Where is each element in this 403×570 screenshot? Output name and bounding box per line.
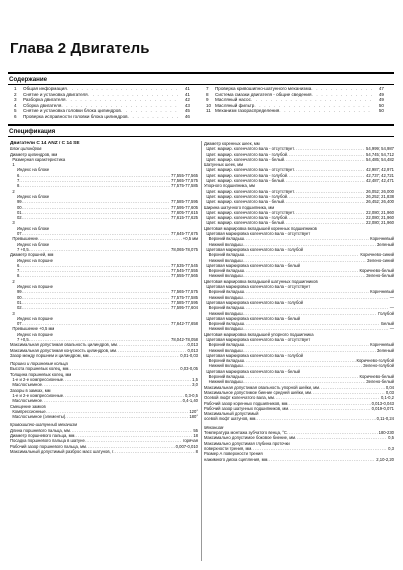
spec-label: Маслосъемное (элементы) xyxy=(10,414,66,420)
spec-value: 77,642-77,658 xyxy=(170,321,198,327)
spec-value: 22,080; 21,960 xyxy=(366,215,394,221)
toc-entry-page: 50 xyxy=(378,102,384,108)
spec-value: 54,999; 54,987 xyxy=(366,146,394,152)
spec-label: 7 xyxy=(10,178,20,184)
spec-label: Индекс на поршне xyxy=(10,284,53,290)
toc-entry-page: 47 xyxy=(378,86,384,91)
spec-value: — xyxy=(389,294,394,300)
spec-value: 42,987; 42,971 xyxy=(366,167,394,173)
spec-value: Зеленый xyxy=(376,241,394,247)
spec-label: 07 xyxy=(10,231,22,237)
spec-label: Максимальное допустимое биение средней шейки, мм xyxy=(204,389,312,395)
spec-value: Зелено-синий xyxy=(367,257,394,263)
spec-value: 42,737; 42,721 xyxy=(366,172,394,178)
spec-label: Кривошипно-шатунный механизм xyxy=(10,422,77,428)
spec-label: Цвет. маркир. коленчатого вала - голубой xyxy=(204,172,288,178)
spec-label: Цветовая маркировка коленчатого вала - белый xyxy=(204,315,301,321)
toc-entry xyxy=(14,114,190,120)
specs-left-column xyxy=(10,141,198,454)
spec-value: 120° xyxy=(189,408,198,414)
spec-label: Цвет. маркир. коленчатого вала - белый xyxy=(204,199,285,205)
toc-entry-number: 3 xyxy=(14,97,17,102)
spec-label: Цвет. маркир. коленчатого вала - отсутствует xyxy=(204,188,295,194)
spec-label: Смещение замков xyxy=(10,403,46,409)
specs-header: Спецификация xyxy=(9,128,56,135)
toc-leader-dots xyxy=(128,114,178,120)
spec-value: 77,545-77,555 xyxy=(170,268,198,274)
spec-value: 78,042-78,058 xyxy=(170,336,198,342)
spec-label: 2 xyxy=(10,278,15,284)
spec-label: 01 xyxy=(10,209,22,215)
spec-value: Коричнево-голубой xyxy=(356,358,394,364)
spec-label: Нижний вкладыш xyxy=(204,273,243,279)
spec-label: Осевой люфт коленчатого вала, мм xyxy=(204,395,274,401)
spec-value: 0,1-0,2 xyxy=(380,395,394,401)
spec-label: нажимного диска сцепления, мм xyxy=(204,456,268,462)
spec-label: Максимальная допустимая конусность цилиндров, мм xyxy=(10,347,117,353)
spec-value: 8 xyxy=(195,448,198,454)
spec-label: 01 xyxy=(10,299,22,305)
column-divider xyxy=(201,141,202,561)
spec-label: Температура монтажа зубчатого венца, °С xyxy=(204,430,287,436)
spec-label: 02 xyxy=(10,215,22,221)
spec-label: Компрессионные xyxy=(10,408,46,414)
spec-value: 0,019-0,071 xyxy=(371,405,394,411)
toc-entry-title: Система смазки двигателя - общие сведения xyxy=(215,91,312,97)
spec-label: поверхности трения, мм xyxy=(204,445,252,451)
spec-value: Зеленый xyxy=(376,347,394,353)
spec-value: 77,615-77,625 xyxy=(170,215,198,221)
spec-label: 7 +0,5 xyxy=(10,246,29,252)
spec-value: Коричнево-синий xyxy=(360,252,394,258)
spec-value: 77,565-77,575 xyxy=(170,289,198,295)
spec-value: — xyxy=(389,326,394,332)
spec-label: Верхний вкладыш xyxy=(204,289,244,295)
spec-label: Двигатели С 14 ANZ / С 14 SE xyxy=(10,141,80,146)
spec-line xyxy=(10,353,198,358)
spec-value: 42,487; 42,471 xyxy=(366,178,394,184)
spec-label: осевой люфт шатунов, мм xyxy=(204,416,256,422)
spec-value: 0,03-0,05 xyxy=(180,366,198,372)
spec-value: 77,535-77,545 xyxy=(170,262,198,268)
spec-label: Индекс на блоке xyxy=(10,193,50,199)
spec-label: Нижний вкладыш xyxy=(204,257,243,263)
spec-label: Нижний вкладыш xyxy=(204,241,243,247)
spec-label: Шатунных шеек, мм xyxy=(204,162,243,168)
toc-entry-page: 43 xyxy=(184,102,190,108)
spec-label: Толщина поршневых колец, мм xyxy=(10,371,72,377)
spec-label: Диаметр коренных шеек, мм xyxy=(204,141,260,146)
spec-line xyxy=(204,416,394,421)
toc-entry-title: Снятие и установка двигателя xyxy=(23,91,88,97)
spec-label: 99 xyxy=(10,199,22,205)
spec-value: 55 xyxy=(193,427,198,433)
spec-value: Зелено-голубой xyxy=(363,363,394,369)
spec-value: 0,013 xyxy=(187,342,198,348)
spec-label: 8 xyxy=(10,273,20,279)
spec-label: Цвет. маркир. коленчатого вала - отсутствует xyxy=(204,209,295,215)
spec-label: Нижний вкладыш xyxy=(204,379,243,385)
spec-label: Максимально допустимая глубина проточки xyxy=(204,440,290,446)
spec-label: Упорного подшипника, мм xyxy=(204,183,255,189)
spec-label: Цвет. маркир. коленчатого вала - белый xyxy=(204,220,285,226)
toc-entry-number: 11 xyxy=(206,108,211,113)
spec-value: 54,745; 54,712 xyxy=(366,151,394,157)
spec-label: Высота поршневых колец, мм xyxy=(10,366,69,372)
spec-label: Максимально допустимое боковое биение, мм xyxy=(204,435,296,441)
spec-label: 07 xyxy=(10,321,22,327)
spec-label: Механизм xyxy=(204,424,224,430)
toc-entry-page: 41 xyxy=(184,86,190,91)
spec-value: Коричнево-белый xyxy=(359,268,394,274)
toc-entry xyxy=(206,108,384,114)
spec-label: Нижний вкладыш xyxy=(204,326,243,332)
spec-value: 0,4-1,40 xyxy=(182,398,198,404)
spec-value: 22,080; 21,960 xyxy=(366,209,394,215)
toc-right xyxy=(206,86,384,114)
spec-value: 77,575-77,585 xyxy=(170,294,198,300)
spec-label: Цвет. маркир. коленчатого вала - голубой xyxy=(204,193,288,199)
toc-entry-page: 45 xyxy=(184,108,190,113)
spec-value: 0,007-0,010 xyxy=(175,443,198,449)
toc-entry-number: 6 xyxy=(14,113,17,119)
spec-label: 3 xyxy=(10,220,15,226)
spec-label: Нижний вкладыш xyxy=(204,347,243,353)
contents-header: Содержание xyxy=(9,76,48,83)
spec-label: Цветовая маркировка коленчатого вала - голубой xyxy=(204,299,304,305)
spec-label: 6 xyxy=(10,172,20,178)
spec-value: 18 xyxy=(193,433,198,439)
spec-label: Диаметр поршневого пальца, мм xyxy=(10,433,75,439)
toc-entry-title: Масляный насос xyxy=(215,97,251,102)
contents-header-rule xyxy=(8,84,394,85)
spec-value: 0,3-0,5 xyxy=(184,392,198,398)
spec-label: Превышение xyxy=(10,236,38,242)
spec-label: Верхний вкладыш xyxy=(204,358,244,364)
spec-label: Поршни и поршневые кольца xyxy=(10,361,68,367)
spec-label: Индекс на блоке xyxy=(10,241,50,247)
spec-label: 3 xyxy=(10,310,15,316)
toc-entry-title: Разборка двигателя xyxy=(23,97,66,102)
specs-header-rule xyxy=(8,136,394,137)
toc-entry-title: Механизм газораспределения xyxy=(215,108,280,113)
spec-label: 1-е и 2-е компрессионные xyxy=(10,392,64,398)
spec-label: Блок цилиндров xyxy=(10,146,42,152)
spec-label: Размер А поверхности трения xyxy=(204,451,263,457)
toc-entry-page: 42 xyxy=(184,97,190,102)
toc-leader-dots xyxy=(279,108,372,114)
spec-label: Нижний вкладыш xyxy=(204,363,243,369)
toc-left xyxy=(14,86,190,119)
spec-label: Цвет. маркир. коленчатого вала - белый xyxy=(204,156,285,162)
spec-label: Цвет. маркир. коленчатого вала - отсутствует xyxy=(204,167,295,173)
spec-value: 2,10-2,20 xyxy=(376,456,394,462)
spec-value: 77,595-77,605 xyxy=(170,204,198,210)
spec-label: Цветовая маркировка коленчатого вала - отсутствует xyxy=(204,231,311,237)
spec-value: 77,595-77,604 xyxy=(170,305,198,311)
spec-label: Цветовая маркировка коленчатого вала - белый xyxy=(204,368,301,374)
toc-entry-title: Сборка двигателя xyxy=(23,102,62,108)
spec-value: Коричнево-белый xyxy=(359,374,394,380)
spec-label: 1 xyxy=(10,162,15,168)
spec-value: 0,03 xyxy=(385,389,394,395)
spec-label: Цвет. маркир. коленчатого вала - отсутствует xyxy=(204,146,295,152)
toc-entry-title: Общая информация xyxy=(23,86,67,91)
spec-label: 00 xyxy=(10,204,22,210)
spec-label: Маслосъемное xyxy=(10,398,42,404)
spec-value: 77,555-77,565 xyxy=(170,273,198,279)
spec-value: 0,11-0,24 xyxy=(376,416,394,422)
spec-value: 0,013-0,043 xyxy=(371,400,394,406)
toc-entry-page: 49 xyxy=(378,91,384,97)
spec-label: 1-е и 2-е компрессионные xyxy=(10,377,64,383)
spec-value: 0,3 xyxy=(388,445,394,451)
spec-value: — xyxy=(389,305,394,311)
toc-entry-number: 8 xyxy=(206,91,209,97)
leader-dots xyxy=(267,457,375,462)
spec-label: Рабочий зазор шатунных подшипников, мм xyxy=(204,405,289,411)
spec-value: 1,5 xyxy=(192,377,198,383)
spec-label: 7 xyxy=(10,268,20,274)
toc-entry-page: 49 xyxy=(378,97,384,102)
spec-label: Нижний вкладыш xyxy=(204,310,243,316)
spec-label: Превышение +0,5 мм xyxy=(10,326,55,332)
toc-entry-number: 4 xyxy=(14,102,17,108)
spec-label: Индекс на блоке xyxy=(10,167,50,173)
spec-value: Коричневый xyxy=(370,236,394,242)
spec-label: Цвет. маркир. коленчатого вала - белый xyxy=(204,178,285,184)
leader-dots xyxy=(89,353,180,358)
contents-top-rule xyxy=(8,72,394,74)
spec-label: Цветовая маркировка коленчатого вала - голубой xyxy=(204,246,304,252)
spec-label: Зазоры в замках, мм xyxy=(10,387,51,393)
spec-label: Верхний вкладыш xyxy=(204,374,244,380)
spec-label: Максимальный допустимый разброс масс шатунов, г xyxy=(10,448,114,454)
spec-label: Цветовая маркировка вкладышей коренных подшипников xyxy=(204,225,317,231)
spec-value: Зелено-белый xyxy=(366,379,394,385)
spec-label: Максимальная допустимая овальность цилиндров, мм xyxy=(10,342,117,348)
spec-label: Индекс на поршне xyxy=(10,257,53,263)
spec-label: Длина поршневого пальца, мм xyxy=(10,427,70,433)
spec-value: 0,01-0,03 xyxy=(180,352,198,358)
spec-value: Голубой xyxy=(378,310,394,316)
leader-dots xyxy=(113,449,194,454)
leader-dots xyxy=(65,414,188,419)
spec-value: 26,052; 26,000 xyxy=(366,188,394,194)
spec-value: +0,5 мм xyxy=(182,236,198,242)
spec-label: Цветовая маркировка вкладышей упорного подшипника xyxy=(204,331,314,337)
spec-label: 2 xyxy=(10,188,15,194)
spec-value: Зелено-белый xyxy=(366,273,394,279)
spec-value: 0,04 xyxy=(385,384,394,390)
toc-entry-title: Снятие и установка головки блока цилиндров xyxy=(23,108,121,113)
spec-label: Верхний вкладыш xyxy=(204,268,244,274)
spec-line xyxy=(204,457,394,462)
spec-value: 77,555-77,565 xyxy=(170,172,198,178)
spec-value: 54,485; 54,482 xyxy=(366,156,394,162)
spec-value: 77,575-77,585 xyxy=(170,183,198,189)
spec-value: горячая xyxy=(182,438,198,444)
spec-label: Посадка поршневого пальца в шатуне xyxy=(10,438,85,444)
spec-label: Цветовая маркировка коленчатого вала - отсутствует xyxy=(204,336,311,342)
spec-label: Верхний вкладыш xyxy=(204,236,244,242)
toc-entry-title: Проверка исправности головки блока цилиндров xyxy=(23,113,128,119)
spec-value: 0,013 xyxy=(187,347,198,353)
toc-entry-page: 50 xyxy=(378,108,384,113)
spec-label: Верхний вкладыш xyxy=(204,252,244,258)
chapter-title: Глава 2 Двигатель xyxy=(10,40,150,57)
toc-entry-number: 1 xyxy=(14,86,17,91)
spec-label: Цветовая маркировка коленчатого вала - отсутствует xyxy=(204,284,311,290)
spec-label: Зазор между поршнем и цилиндром, мм xyxy=(10,352,89,358)
spec-label: Максимальный допустимый xyxy=(204,411,259,417)
spec-label: Рабочий зазор поршневого пальца, мм xyxy=(10,443,86,449)
toc-entry-number: 2 xyxy=(14,91,17,97)
spec-label: 02 xyxy=(10,305,22,311)
toc-entry-number: 5 xyxy=(14,108,17,113)
spec-line xyxy=(10,449,198,454)
spec-label: Нижний вкладыш xyxy=(204,294,243,300)
spec-label: Индекс на блоке xyxy=(10,225,50,231)
spec-value: 26,252; 21,838 xyxy=(366,193,394,199)
spec-value: 78,065-78,075 xyxy=(170,246,198,252)
spec-value: Коричневый xyxy=(370,289,394,295)
spec-value: 77,645-77,675 xyxy=(170,231,198,237)
specs-top-rule xyxy=(8,124,394,126)
spec-label: 8 xyxy=(10,183,20,189)
spec-value: Коричневый xyxy=(370,342,394,348)
spec-label: Верхний вкладыш xyxy=(204,321,244,327)
spec-label: 6 xyxy=(10,262,20,268)
spec-value: 77,605-77,615 xyxy=(170,209,198,215)
spec-label: Цветовая маркировка вкладышей шатунных подшипников xyxy=(204,278,318,284)
spec-value: 77,585-77,595 xyxy=(170,199,198,205)
spec-value: 22,080; 21,960 xyxy=(366,220,394,226)
toc-entry-number: 10 xyxy=(206,102,212,108)
spec-label: Цвет. маркир. коленчатого вала - голубой xyxy=(204,151,288,157)
spec-label: 00 xyxy=(10,294,22,300)
spec-label: Рабочий зазор коренных подшипников, мм xyxy=(204,400,288,406)
spec-value: Белый xyxy=(381,321,394,327)
spec-value: 3,0 xyxy=(192,382,198,388)
spec-label: Верхний вкладыш xyxy=(204,305,244,311)
spec-label: Диаметр цилиндров, мм xyxy=(10,151,58,157)
spec-label: Маслосъемное xyxy=(10,382,42,388)
spec-value: 0,5 xyxy=(388,435,394,441)
toc-entry-number: 7 xyxy=(206,86,209,91)
spec-label: 7 +0,5 xyxy=(10,336,29,342)
toc-entry-page: 41 xyxy=(184,91,190,97)
spec-value: 180° xyxy=(189,414,198,420)
spec-label: Максимальная допустимая овальность упорной шейки, мм xyxy=(204,384,320,390)
specs-right-column xyxy=(204,141,394,462)
spec-label: Размерная характеристика xyxy=(10,156,66,162)
leader-dots xyxy=(255,416,375,421)
toc-entry-title: Проверка кривошипно-шатунного механизма xyxy=(215,86,312,91)
toc-entry-page: 46 xyxy=(184,113,190,119)
spec-value: 77,585-77,595 xyxy=(170,299,198,305)
spec-label: Ширина шатунного подшипника, мм xyxy=(204,204,275,210)
toc-entry-title: Масляный фильтр xyxy=(215,102,255,108)
spec-value: 77,565-77,575 xyxy=(170,178,198,184)
spec-label: Цветовая маркировка коленчатого вала - белый xyxy=(204,262,301,268)
spec-label: Цветовая маркировка коленчатого вала - голубой xyxy=(204,352,304,358)
spec-label: 99 xyxy=(10,289,22,295)
spec-value: 180-230 xyxy=(378,430,394,436)
toc-entry-number: 9 xyxy=(206,97,209,102)
spec-label: Индекс на поршне xyxy=(10,331,53,337)
spec-line xyxy=(10,414,198,419)
spec-label: Цвет. маркир. коленчатого вала - голубой xyxy=(204,215,288,221)
spec-label: Верхний вкладыш xyxy=(204,342,244,348)
spec-label: Диаметр поршней, мм xyxy=(10,252,54,258)
spec-label: Индекс на поршне xyxy=(10,315,53,321)
spec-value: 26,452; 26,400 xyxy=(366,199,394,205)
